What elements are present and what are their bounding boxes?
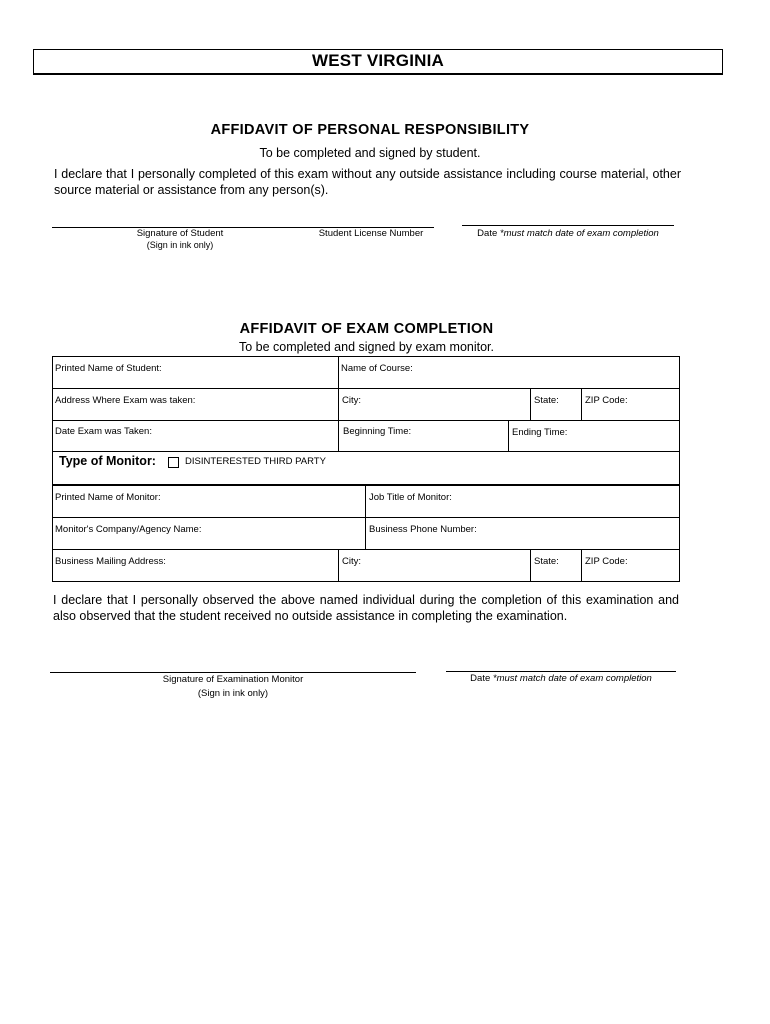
form-line <box>508 420 509 451</box>
monitor-company-field[interactable]: Monitor's Company/Agency Name: <box>55 524 202 535</box>
disinterested-third-party-checkbox[interactable] <box>168 457 179 468</box>
monitor-job-title-field[interactable]: Job Title of Monitor: <box>369 492 452 503</box>
form-line <box>581 549 582 581</box>
student-signature-note: (Sign in ink only) <box>146 240 214 250</box>
section2-title: AFFIDAVIT OF EXAM COMPLETION <box>239 321 494 337</box>
student-license-label: Student License Number <box>318 228 424 239</box>
form-line <box>338 356 339 452</box>
monitor-date-label: Date *must match date of exam completion <box>470 673 652 684</box>
form-line <box>52 549 680 550</box>
business-zip-field[interactable]: ZIP Code: <box>585 556 628 567</box>
ending-time-field[interactable]: Ending Time: <box>512 427 568 438</box>
student-date-line[interactable] <box>462 225 674 226</box>
form-line <box>52 581 680 582</box>
exam-city-field[interactable]: City: <box>342 395 361 406</box>
section1-title: AFFIDAVIT OF PERSONAL RESPONSIBILITY <box>210 122 530 138</box>
student-signature-label: Signature of Student <box>136 228 224 239</box>
exam-address-field[interactable]: Address Where Exam was taken: <box>55 395 196 406</box>
form-line <box>52 356 680 357</box>
state-title: WEST VIRGINIA <box>312 51 444 70</box>
exam-state-field[interactable]: State: <box>534 395 559 406</box>
form-line <box>530 549 531 581</box>
form-line <box>52 484 680 486</box>
form-line <box>679 356 680 582</box>
student-date-label: Date *must match date of exam completion <box>477 228 659 239</box>
form-line <box>365 485 366 549</box>
section1-subtitle: To be completed and signed by student. <box>259 146 481 160</box>
form-line <box>581 388 582 420</box>
business-phone-field[interactable]: Business Phone Number: <box>369 524 477 535</box>
form-line <box>52 420 680 421</box>
monitor-signature-note: (Sign in ink only) <box>197 688 269 699</box>
form-line <box>52 388 680 389</box>
monitor-signature-label: Signature of Examination Monitor <box>162 674 304 685</box>
form-line <box>338 549 339 581</box>
type-of-monitor-label: Type of Monitor: <box>59 454 156 468</box>
section1-declaration: I declare that I personally completed of this exam without any outside assistance including course material, other source material or assistance from any person(s). <box>54 167 681 197</box>
beginning-time-field[interactable]: Beginning Time: <box>343 426 412 437</box>
form-line <box>530 388 531 420</box>
printed-name-monitor-field[interactable]: Printed Name of Monitor: <box>55 492 161 503</box>
business-address-field[interactable]: Business Mailing Address: <box>55 556 166 567</box>
disinterested-third-party-label: DISINTERESTED THIRD PARTY <box>185 456 326 467</box>
printed-name-student-field[interactable]: Printed Name of Student: <box>55 363 162 374</box>
section2-subtitle: To be completed and signed by exam monitor. <box>238 340 494 354</box>
business-state-field[interactable]: State: <box>534 556 559 567</box>
form-line <box>52 517 680 518</box>
exam-zip-field[interactable]: ZIP Code: <box>585 395 628 406</box>
name-of-course-field[interactable]: Name of Course: <box>341 363 413 374</box>
form-line <box>52 451 680 452</box>
monitor-date-line[interactable] <box>446 671 676 672</box>
section2-declaration: I declare that I personally observed the above named individual during the completion of this examination and also observed that the student received no outside assistance in completing the examination. <box>53 593 679 623</box>
monitor-signature-line[interactable] <box>50 672 416 673</box>
business-city-field[interactable]: City: <box>342 556 361 567</box>
form-line <box>52 356 53 582</box>
exam-date-field[interactable]: Date Exam was Taken: <box>55 426 152 437</box>
